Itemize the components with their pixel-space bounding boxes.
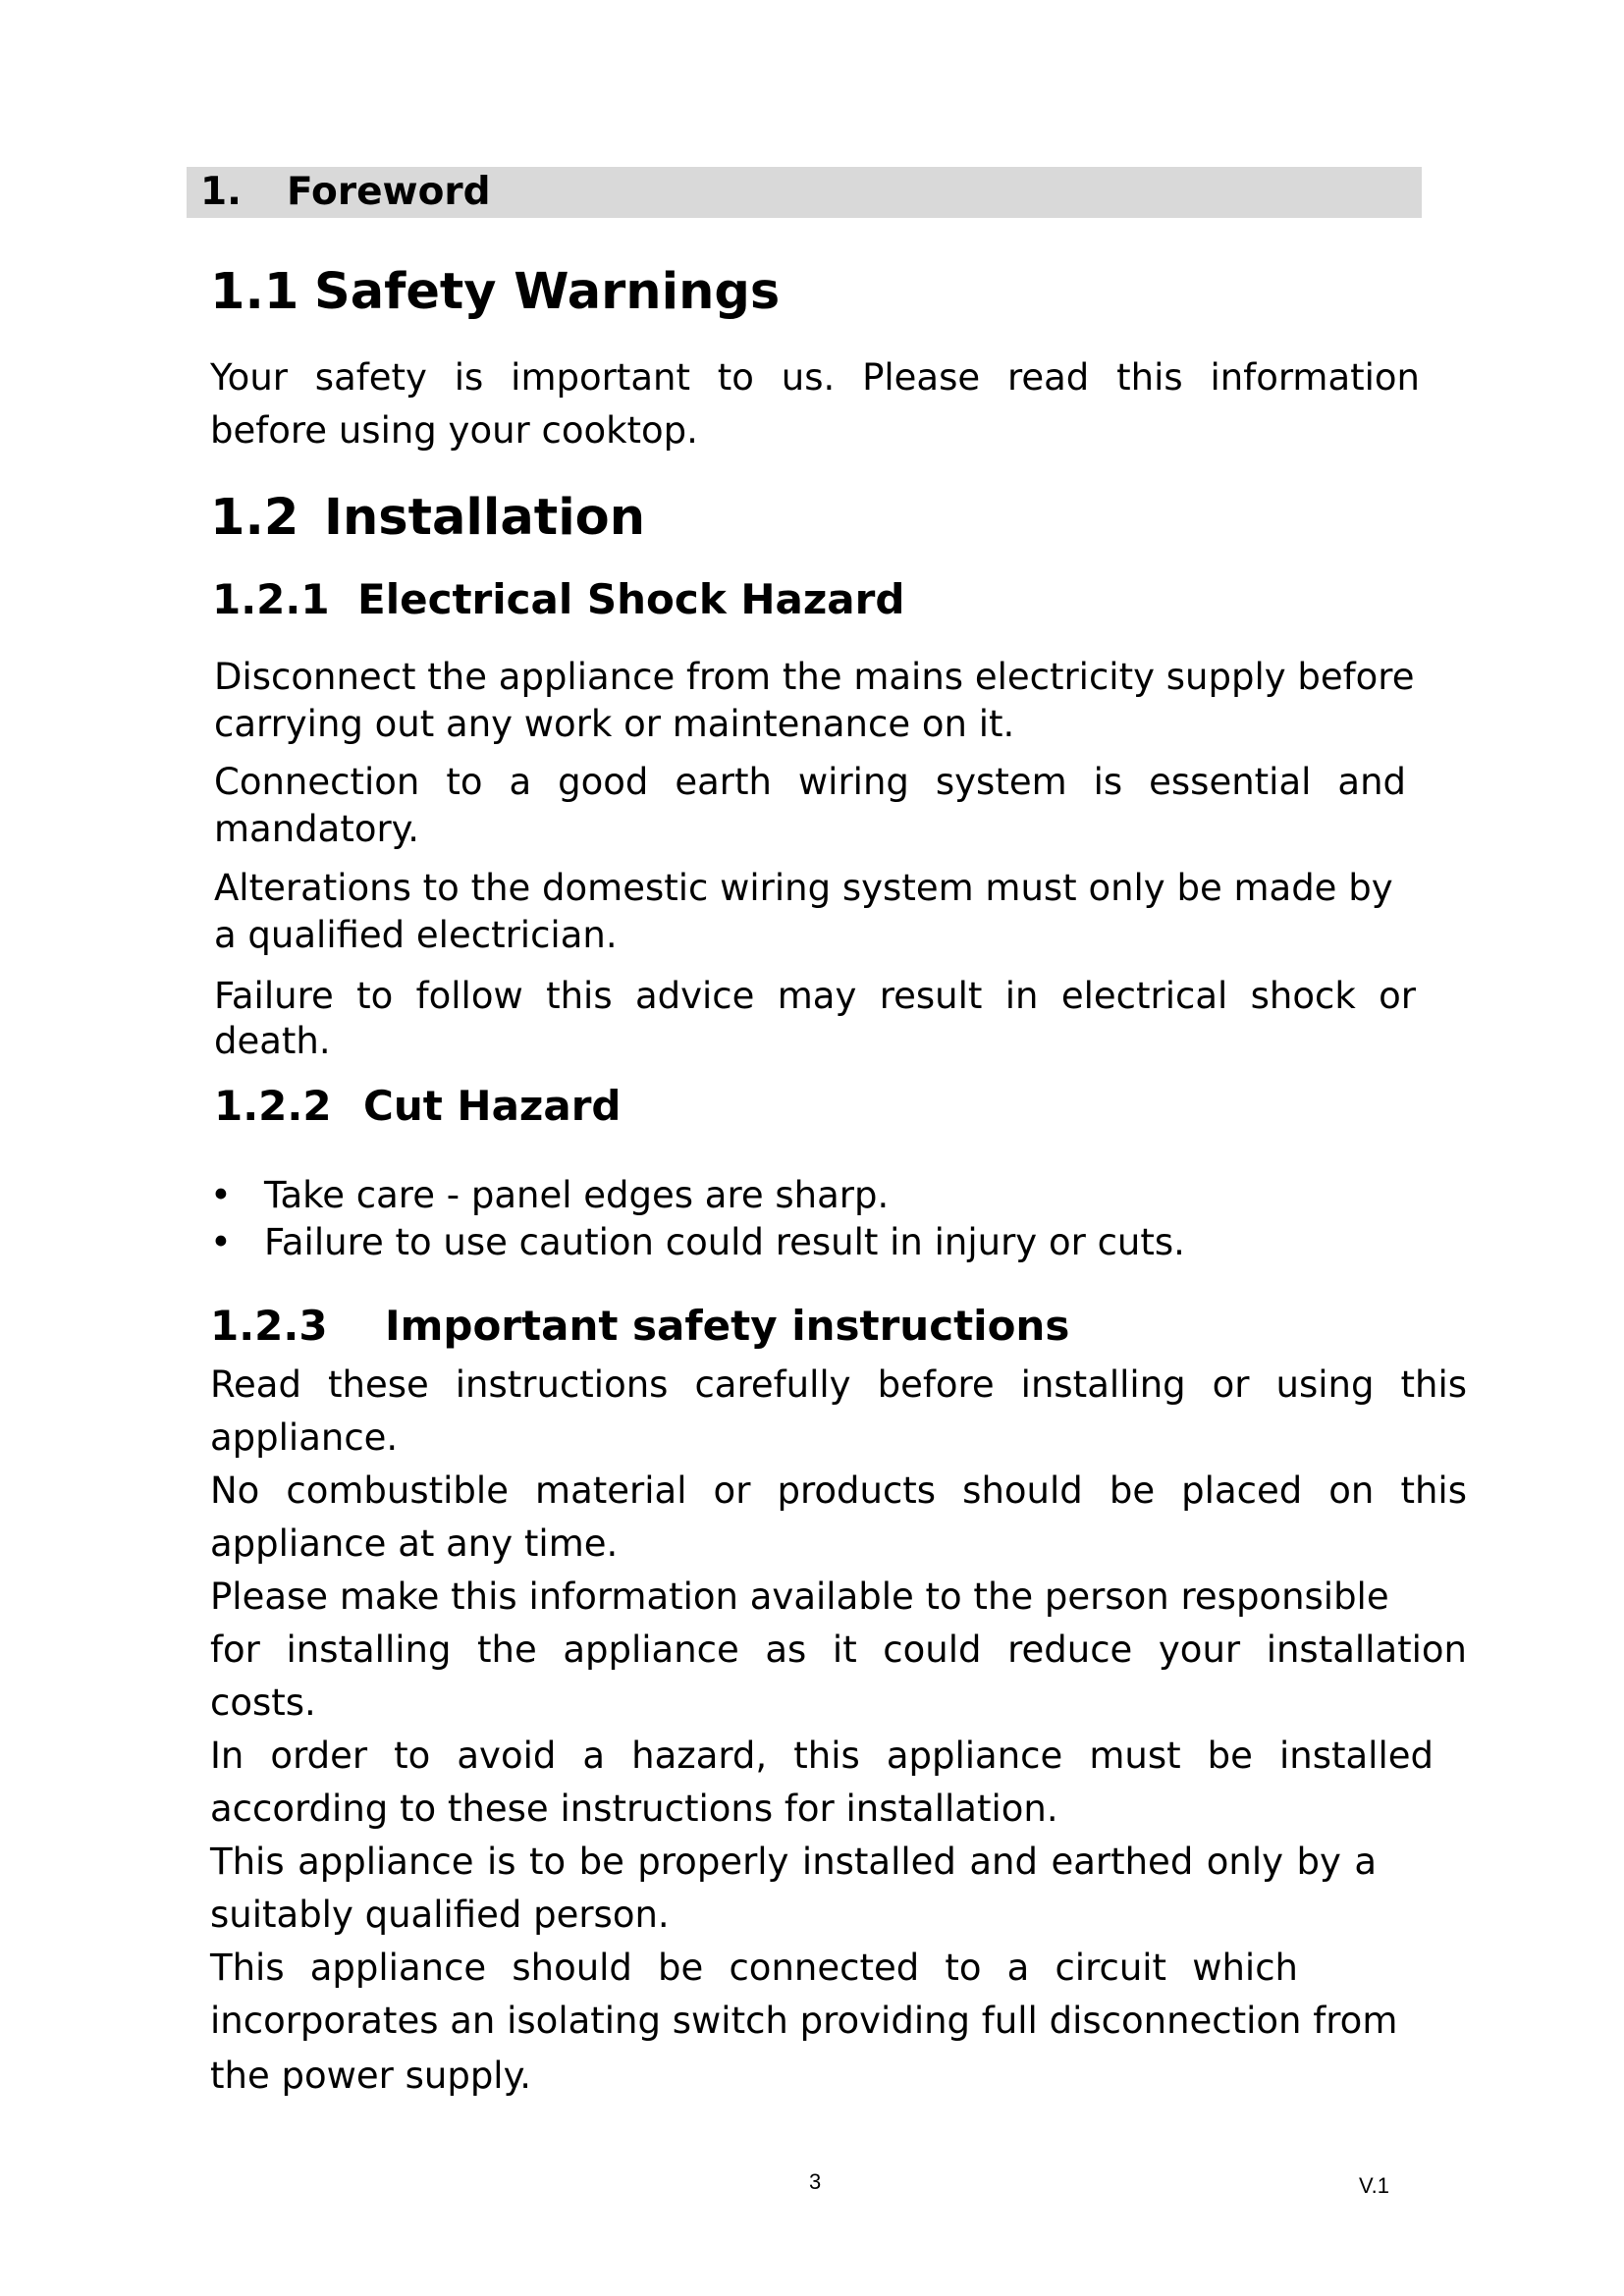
chapter-title: Foreword (287, 170, 491, 214)
paragraph-line: before using your cooktop. (210, 409, 698, 452)
bullet: • (210, 1174, 232, 1216)
paragraph-line: mandatory. (214, 808, 420, 850)
paragraph-line: Read these instructions carefully before installing or using this (210, 1363, 1467, 1406)
subsection-heading-cut (214, 1082, 621, 1131)
bullet: • (210, 1221, 232, 1263)
section-title: Installation (324, 489, 646, 547)
paragraph-line: suitably qualified person. (210, 1894, 670, 1936)
paragraph-line: appliance. (210, 1416, 399, 1459)
paragraph-line: death. (214, 1020, 331, 1062)
paragraph-line: Please make this information available to the person responsible (210, 1575, 1389, 1618)
paragraph-line: This appliance should be connected to a circuit which (210, 1947, 1298, 1989)
paragraph-line: In order to avoid a hazard, this appliance must be installed (210, 1735, 1434, 1777)
subsection-number: 1.2.1 (212, 575, 330, 623)
section-heading-safety-warnings (210, 263, 780, 322)
paragraph-line: No combustible material or products should be placed on this (210, 1469, 1467, 1512)
chapter-number: 1. (200, 170, 242, 214)
paragraph-line: carrying out any work or maintenance on it. (214, 703, 1015, 745)
paragraph-line: Alterations to the domestic wiring system must only be made by (214, 867, 1393, 909)
paragraph-line: Your safety is important to us. Please read this information (210, 356, 1420, 399)
list-item-text: Failure to use caution could result in injury or cuts. (264, 1221, 1185, 1263)
chapter-heading (187, 167, 1422, 218)
subsection-heading-important (210, 1302, 1069, 1351)
subsection-heading-electrical (212, 575, 904, 624)
paragraph-line: Failure to follow this advice may result in electrical shock or (214, 975, 1416, 1017)
paragraph-line: costs. (210, 1682, 316, 1724)
subsection-title: Electrical Shock Hazard (357, 575, 905, 623)
section-title: Safety Warnings (314, 263, 781, 321)
section-number: 1.1 (210, 263, 299, 321)
paragraph-line: a qualified electrician. (214, 914, 618, 956)
paragraph-line: Disconnect the appliance from the mains electricity supply before (214, 656, 1415, 698)
subsection-number: 1.2.2 (214, 1082, 332, 1130)
list-item (210, 1172, 1290, 1219)
paragraph-line: This appliance is to be properly installed and earthed only by a (210, 1841, 1377, 1883)
section-heading-installation (210, 489, 645, 548)
page-number: 3 (809, 2169, 822, 2194)
list-item-text: Take care - panel edges are sharp. (264, 1174, 890, 1216)
subsection-title: Cut Hazard (363, 1082, 622, 1130)
section-number: 1.2 (210, 489, 299, 547)
paragraph-line: appliance at any time. (210, 1522, 619, 1565)
paragraph-line: the power supply. (210, 2055, 531, 2097)
paragraph-line: according to these instructions for installation. (210, 1788, 1058, 1830)
version-label: V.1 (1359, 2173, 1390, 2198)
paragraph-line: for installing the appliance as it could reduce your installation (210, 1629, 1467, 1671)
paragraph-line: incorporates an isolating switch providing full disconnection from (210, 2000, 1398, 2042)
paragraph-line: Connection to a good earth wiring system is essential and (214, 761, 1406, 803)
list-item (210, 1219, 1290, 1266)
subsection-number: 1.2.3 (210, 1302, 328, 1350)
subsection-title: Important safety instructions (385, 1302, 1070, 1350)
